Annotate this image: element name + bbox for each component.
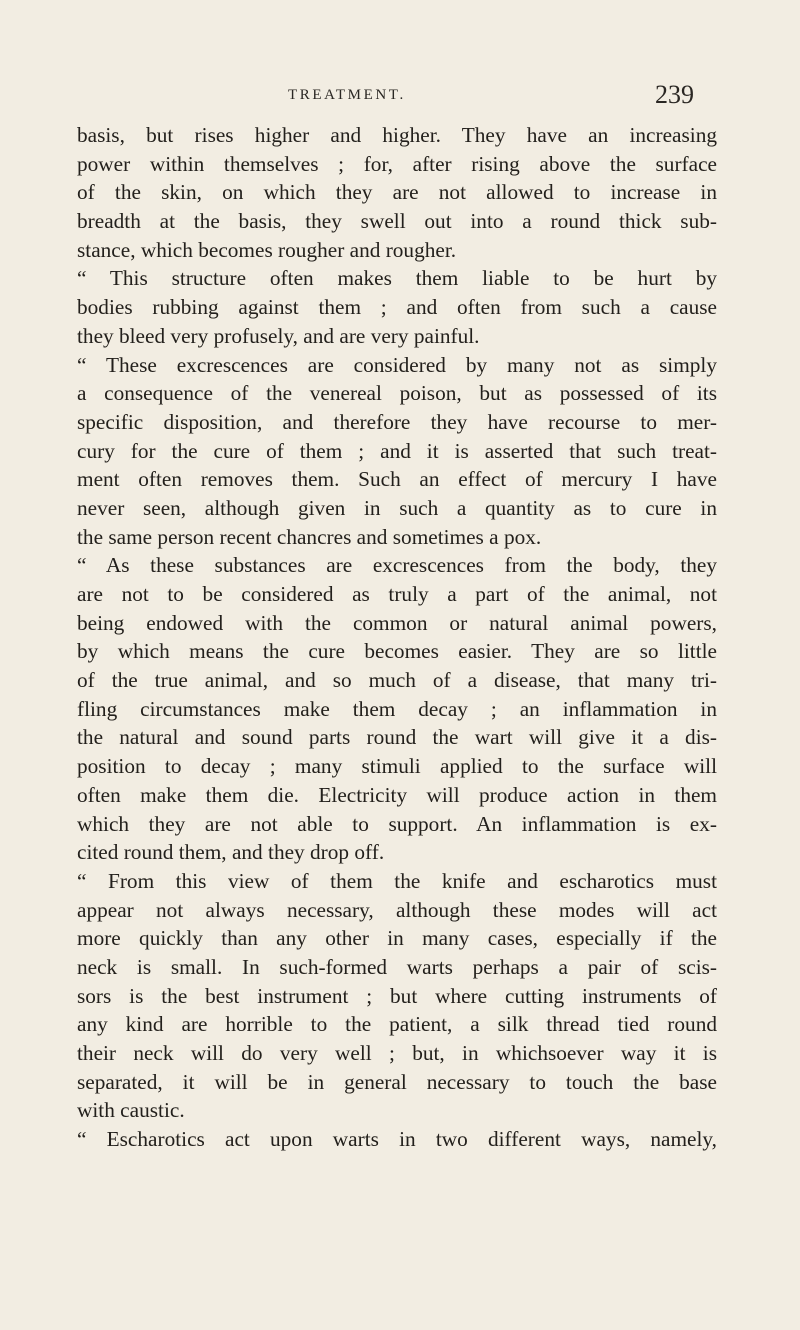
text-line: never seen, although given in such a quantity as to cure in xyxy=(77,495,717,520)
text-line: position to decay ; many stimuli applied to the surface will xyxy=(77,754,717,779)
text-line: power within themselves ; for, after rising above the surface xyxy=(77,151,717,176)
text-line: more quickly than any other in many cases, especially if the xyxy=(77,926,717,951)
text-line: “ This structure often makes them liable to be hurt by xyxy=(77,266,717,291)
text-line: bodies rubbing against them ; and often from such a cause xyxy=(77,295,717,320)
text-line: “ As these substances are excrescences from the body, they xyxy=(77,553,717,578)
text-line: any kind are horrible to the patient, a silk thread tied round xyxy=(77,1012,717,1037)
text-line: cited round them, and they drop off. xyxy=(77,840,385,865)
text-line: ment often removes them. Such an effect of mercury I have xyxy=(77,467,717,492)
text-line: specific disposition, and therefore they have recourse to mer- xyxy=(77,409,717,434)
text-line: with caustic. xyxy=(77,1098,185,1123)
text-line: they bleed very profusely, and are very painful. xyxy=(77,323,480,348)
page-number: 239 xyxy=(655,80,694,109)
text-line: separated, it will be in general necessary to touch the base xyxy=(77,1069,717,1094)
text-line: appear not always necessary, although these modes will act xyxy=(77,897,717,922)
text-line: their neck will do very well ; but, in whichsoever way it is xyxy=(77,1041,717,1065)
text-line: a consequence of the venereal poison, but as possessed of its xyxy=(77,381,717,406)
text-line: are not to be considered as truly a part of the animal, not xyxy=(77,582,717,606)
text-line: breadth at the basis, they swell out into a round thick sub- xyxy=(77,209,717,234)
text-line: sors is the best instrument ; but where cutting instruments of xyxy=(77,983,717,1008)
text-line: fling circumstances make them decay ; an inflammation in xyxy=(77,696,717,721)
text-line: of the skin, on which they are not allowed to increase in xyxy=(77,180,717,205)
text-line: neck is small. In such-formed warts perhaps a pair of scis- xyxy=(77,954,717,979)
text-line: often make them die. Electricity will produce action in them xyxy=(77,782,717,807)
running-head xyxy=(0,80,800,110)
body-text xyxy=(77,121,717,1154)
text-line: “ Escharotics act upon warts in two different ways, namely, xyxy=(77,1127,717,1152)
text-line: being endowed with the common or natural animal powers, xyxy=(77,610,717,635)
text-line: stance, which becomes rougher and rougher. xyxy=(77,237,457,262)
running-title: TREATMENT. xyxy=(288,87,406,103)
text-line: “ These excrescences are considered by many not as simply xyxy=(77,352,717,377)
text-line: which they are not able to support. An inflammation is ex- xyxy=(77,811,717,836)
text-line: cury for the cure of them ; and it is asserted that such treat- xyxy=(77,438,717,463)
text-line: the same person recent chancres and sometimes a pox. xyxy=(77,524,542,549)
text-line: “ From this view of them the knife and escharotics must xyxy=(77,868,717,893)
text-line: of the true animal, and so much of a disease, that many tri- xyxy=(77,668,717,693)
text-line: by which means the cure becomes easier. They are so little xyxy=(77,639,717,664)
text-line: basis, but rises higher and higher. They have an increasing xyxy=(77,123,717,147)
text-line: the natural and sound parts round the wart will give it a dis- xyxy=(77,725,717,750)
